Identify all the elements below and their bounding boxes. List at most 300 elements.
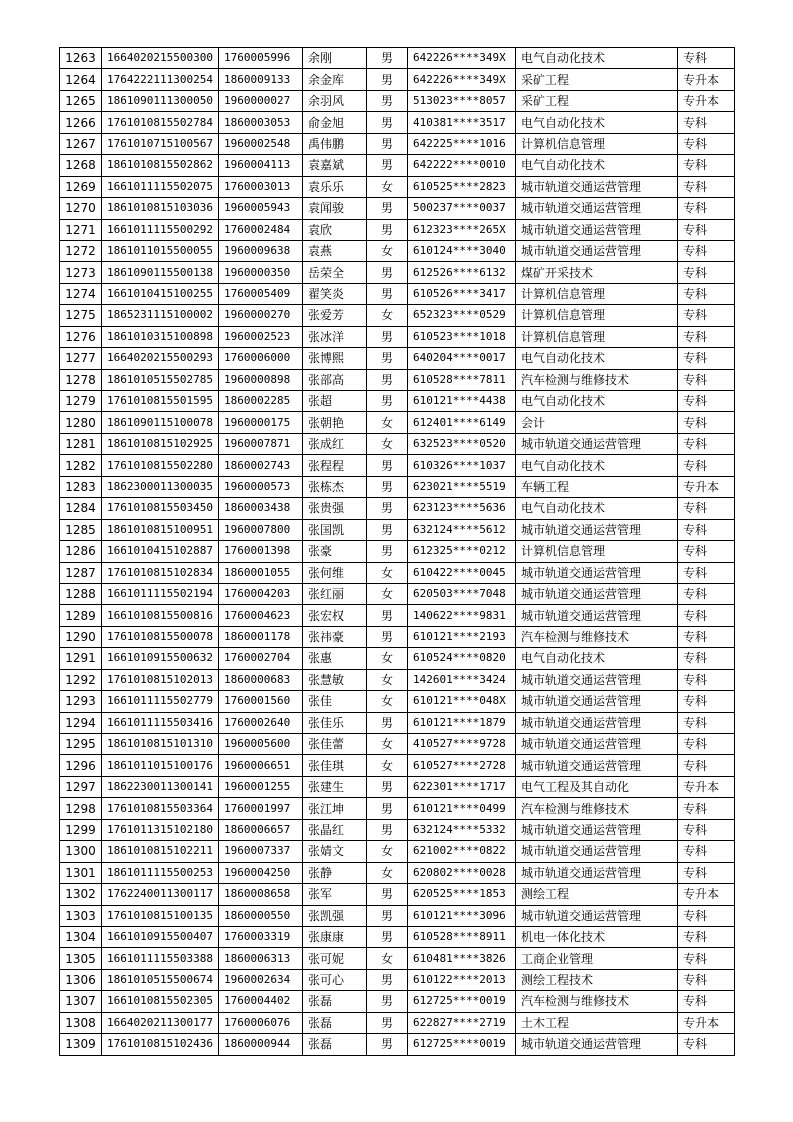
gender-cell: 男 [367,476,408,497]
student-id-cell: 1960004113 [219,155,303,176]
exam-number-cell: 1661010415102887 [102,541,219,562]
row-number-cell: 1282 [60,455,102,476]
level-cell: 专科 [678,391,735,412]
id-number-cell: 612323****265X [408,219,516,240]
gender-cell: 女 [367,841,408,862]
row-number-cell: 1291 [60,648,102,669]
gender-cell: 男 [367,969,408,990]
id-number-cell: 500237****0037 [408,198,516,219]
table-row [60,326,735,347]
student-name-cell: 张可心 [303,969,367,990]
exam-number-cell: 1661010915500407 [102,926,219,947]
student-id-cell: 1960002634 [219,969,303,990]
major-cell: 煤矿开采技术 [516,262,678,283]
row-number-cell: 1301 [60,862,102,883]
student-name-cell: 张宏权 [303,605,367,626]
gender-cell: 男 [367,455,408,476]
exam-number-cell: 1661011115502194 [102,583,219,604]
major-cell: 城市轨道交通运营管理 [516,433,678,454]
student-name-cell: 禹伟鹏 [303,133,367,154]
level-cell: 专科 [678,519,735,540]
major-cell: 电气自动化技术 [516,648,678,669]
id-number-cell: 621002****0822 [408,841,516,862]
table-row [60,176,735,197]
student-name-cell: 张冰洋 [303,326,367,347]
id-number-cell: 632523****0520 [408,433,516,454]
level-cell: 专科 [678,133,735,154]
exam-number-cell: 1861010515500674 [102,969,219,990]
student-id-cell: 1760001997 [219,798,303,819]
major-cell: 城市轨道交通运营管理 [516,605,678,626]
student-name-cell: 余刚 [303,48,367,69]
gender-cell: 女 [367,176,408,197]
row-number-cell: 1287 [60,562,102,583]
id-number-cell: 610121****0499 [408,798,516,819]
level-cell: 专科 [678,691,735,712]
major-cell: 土木工程 [516,1012,678,1033]
id-number-cell: 610481****3826 [408,948,516,969]
level-cell: 专科 [678,734,735,755]
exam-number-cell: 1861090115500138 [102,262,219,283]
id-number-cell: 612325****0212 [408,541,516,562]
row-number-cell: 1273 [60,262,102,283]
id-number-cell: 612526****6132 [408,262,516,283]
exam-number-cell: 1861011015500055 [102,240,219,261]
student-name-cell: 张磊 [303,1034,367,1055]
id-number-cell: 610528****7811 [408,369,516,390]
table-row [60,391,735,412]
student-id-cell: 1760004623 [219,605,303,626]
exam-number-cell: 1861010815101310 [102,734,219,755]
student-name-cell: 俞金旭 [303,112,367,133]
student-name-cell: 张建生 [303,776,367,797]
table-row [60,734,735,755]
table-row [60,476,735,497]
id-number-cell: 612725****0019 [408,1034,516,1055]
level-cell: 专科 [678,626,735,647]
student-id-cell: 1760005996 [219,48,303,69]
student-name-cell: 张佳乐 [303,712,367,733]
gender-cell: 男 [367,369,408,390]
student-name-cell: 张博熙 [303,348,367,369]
exam-number-cell: 1861010815502862 [102,155,219,176]
id-number-cell: 642225****1016 [408,133,516,154]
major-cell: 工商企业管理 [516,948,678,969]
exam-number-cell: 1664020215500293 [102,348,219,369]
major-cell: 采矿工程 [516,69,678,90]
gender-cell: 男 [367,326,408,347]
student-id-cell: 1960002548 [219,133,303,154]
row-number-cell: 1269 [60,176,102,197]
major-cell: 城市轨道交通运营管理 [516,841,678,862]
major-cell: 计算机信息管理 [516,133,678,154]
student-id-cell: 1760003319 [219,926,303,947]
table-row [60,862,735,883]
student-id-cell: 1760006076 [219,1012,303,1033]
level-cell: 专科 [678,755,735,776]
id-number-cell: 612725****0019 [408,991,516,1012]
student-id-cell: 1960005600 [219,734,303,755]
student-name-cell: 张佳琪 [303,755,367,776]
gender-cell: 女 [367,755,408,776]
major-cell: 汽车检测与维修技术 [516,798,678,819]
student-id-cell: 1960000350 [219,262,303,283]
id-number-cell: 610524****0820 [408,648,516,669]
gender-cell: 男 [367,262,408,283]
row-number-cell: 1278 [60,369,102,390]
exam-number-cell: 1761010815503450 [102,498,219,519]
id-number-cell: 610422****0045 [408,562,516,583]
gender-cell: 女 [367,305,408,326]
student-name-cell: 翟笑炎 [303,283,367,304]
row-number-cell: 1277 [60,348,102,369]
student-id-cell: 1860003438 [219,498,303,519]
level-cell: 专科 [678,905,735,926]
gender-cell: 女 [367,691,408,712]
level-cell: 专科 [678,605,735,626]
level-cell: 专科 [678,326,735,347]
level-cell: 专科 [678,412,735,433]
student-id-cell: 1860008658 [219,884,303,905]
student-id-cell: 1960002523 [219,326,303,347]
gender-cell: 男 [367,884,408,905]
gender-cell: 男 [367,819,408,840]
major-cell: 电气工程及其自动化 [516,776,678,797]
row-number-cell: 1270 [60,198,102,219]
row-number-cell: 1283 [60,476,102,497]
id-number-cell: 620802****0028 [408,862,516,883]
gender-cell: 男 [367,133,408,154]
id-number-cell: 623123****5636 [408,498,516,519]
table-row [60,776,735,797]
id-number-cell: 652323****0529 [408,305,516,326]
gender-cell: 男 [367,541,408,562]
gender-cell: 女 [367,433,408,454]
student-name-cell: 张爱芳 [303,305,367,326]
major-cell: 车辆工程 [516,476,678,497]
id-number-cell: 610526****3417 [408,283,516,304]
student-name-cell: 张国凯 [303,519,367,540]
table-row [60,648,735,669]
gender-cell: 女 [367,240,408,261]
level-cell: 专科 [678,112,735,133]
exam-number-cell: 1661010415100255 [102,283,219,304]
student-name-cell: 张惠 [303,648,367,669]
row-number-cell: 1268 [60,155,102,176]
level-cell: 专科 [678,862,735,883]
table-row [60,884,735,905]
major-cell: 城市轨道交通运营管理 [516,819,678,840]
id-number-cell: 410527****9728 [408,734,516,755]
major-cell: 电气自动化技术 [516,391,678,412]
exam-number-cell: 1861011115500253 [102,862,219,883]
major-cell: 电气自动化技术 [516,155,678,176]
major-cell: 电气自动化技术 [516,455,678,476]
student-id-cell: 1760003013 [219,176,303,197]
level-cell: 专升本 [678,69,735,90]
student-id-cell: 1960005943 [219,198,303,219]
level-cell: 专科 [678,455,735,476]
major-cell: 机电一体化技术 [516,926,678,947]
major-cell: 城市轨道交通运营管理 [516,691,678,712]
gender-cell: 女 [367,412,408,433]
student-name-cell: 张部高 [303,369,367,390]
level-cell: 专科 [678,541,735,562]
major-cell: 城市轨道交通运营管理 [516,219,678,240]
id-number-cell: 632124****5612 [408,519,516,540]
exam-number-cell: 1761010815102834 [102,562,219,583]
student-name-cell: 袁燕 [303,240,367,261]
student-id-cell: 1860001178 [219,626,303,647]
major-cell: 城市轨道交通运营管理 [516,755,678,776]
gender-cell: 女 [367,648,408,669]
student-name-cell: 张凯强 [303,905,367,926]
id-number-cell: 610121****4438 [408,391,516,412]
major-cell: 汽车检测与维修技术 [516,626,678,647]
exam-number-cell: 1661010815500816 [102,605,219,626]
table-row [60,1012,735,1033]
table-row [60,541,735,562]
level-cell: 专升本 [678,776,735,797]
table-row [60,991,735,1012]
id-number-cell: 623021****5519 [408,476,516,497]
level-cell: 专升本 [678,476,735,497]
table-row [60,48,735,69]
table-row [60,433,735,454]
row-number-cell: 1285 [60,519,102,540]
major-cell: 电气自动化技术 [516,112,678,133]
level-cell: 专科 [678,583,735,604]
row-number-cell: 1304 [60,926,102,947]
row-number-cell: 1265 [60,90,102,111]
exam-number-cell: 1664020211300177 [102,1012,219,1033]
id-number-cell: 610121****3096 [408,905,516,926]
major-cell: 城市轨道交通运营管理 [516,519,678,540]
student-id-cell: 1960001255 [219,776,303,797]
student-id-cell: 1960000573 [219,476,303,497]
student-id-cell: 1960007337 [219,841,303,862]
exam-number-cell: 1861010315100898 [102,326,219,347]
row-number-cell: 1272 [60,240,102,261]
major-cell: 城市轨道交通运营管理 [516,669,678,690]
student-id-cell: 1860006657 [219,819,303,840]
table-row [60,583,735,604]
table-row [60,305,735,326]
gender-cell: 男 [367,498,408,519]
major-cell: 采矿工程 [516,90,678,111]
level-cell: 专科 [678,969,735,990]
level-cell: 专科 [678,712,735,733]
id-number-cell: 620503****7048 [408,583,516,604]
gender-cell: 男 [367,112,408,133]
gender-cell: 男 [367,1034,408,1055]
exam-number-cell: 1861010815102211 [102,841,219,862]
student-name-cell: 张军 [303,884,367,905]
gender-cell: 女 [367,948,408,969]
student-id-cell: 1860001055 [219,562,303,583]
row-number-cell: 1276 [60,326,102,347]
student-id-cell: 1860002285 [219,391,303,412]
level-cell: 专科 [678,648,735,669]
row-number-cell: 1292 [60,669,102,690]
table-row [60,283,735,304]
student-id-cell: 1760002484 [219,219,303,240]
student-name-cell: 袁闻骏 [303,198,367,219]
id-number-cell: 610527****2728 [408,755,516,776]
row-number-cell: 1290 [60,626,102,647]
table-row [60,412,735,433]
major-cell: 城市轨道交通运营管理 [516,240,678,261]
row-number-cell: 1267 [60,133,102,154]
student-id-cell: 1860000944 [219,1034,303,1055]
student-name-cell: 袁欣 [303,219,367,240]
table-row [60,605,735,626]
table-row [60,926,735,947]
major-cell: 计算机信息管理 [516,305,678,326]
row-number-cell: 1297 [60,776,102,797]
student-id-cell: 1960006651 [219,755,303,776]
table-row [60,219,735,240]
major-cell: 电气自动化技术 [516,348,678,369]
id-number-cell: 610523****1018 [408,326,516,347]
row-number-cell: 1271 [60,219,102,240]
roster-body [60,48,735,1056]
level-cell: 专科 [678,1034,735,1055]
table-row [60,69,735,90]
exam-number-cell: 1861011015100176 [102,755,219,776]
major-cell: 城市轨道交通运营管理 [516,176,678,197]
level-cell: 专科 [678,219,735,240]
major-cell: 城市轨道交通运营管理 [516,583,678,604]
table-row [60,948,735,969]
gender-cell: 男 [367,905,408,926]
exam-number-cell: 1865231115100002 [102,305,219,326]
student-name-cell: 张豪 [303,541,367,562]
row-number-cell: 1295 [60,734,102,755]
student-name-cell: 张成红 [303,433,367,454]
level-cell: 专科 [678,305,735,326]
student-name-cell: 张康康 [303,926,367,947]
id-number-cell: 513023****8057 [408,90,516,111]
student-id-cell: 1860006313 [219,948,303,969]
student-name-cell: 袁嘉斌 [303,155,367,176]
id-number-cell: 610122****2013 [408,969,516,990]
table-row [60,905,735,926]
student-name-cell: 张祎豪 [303,626,367,647]
table-row [60,691,735,712]
id-number-cell: 642222****0010 [408,155,516,176]
id-number-cell: 622301****1717 [408,776,516,797]
exam-number-cell: 1862300011300035 [102,476,219,497]
gender-cell: 女 [367,562,408,583]
row-number-cell: 1296 [60,755,102,776]
student-name-cell: 张贵强 [303,498,367,519]
row-number-cell: 1266 [60,112,102,133]
table-row [60,712,735,733]
gender-cell: 男 [367,198,408,219]
major-cell: 会计 [516,412,678,433]
student-id-cell: 1960007800 [219,519,303,540]
student-id-cell: 1860002743 [219,455,303,476]
table-row [60,455,735,476]
exam-number-cell: 1761010815503364 [102,798,219,819]
level-cell: 专科 [678,240,735,261]
row-number-cell: 1294 [60,712,102,733]
student-id-cell: 1860000550 [219,905,303,926]
student-id-cell: 1760002704 [219,648,303,669]
exam-number-cell: 1861090111300050 [102,90,219,111]
id-number-cell: 610121****048X [408,691,516,712]
level-cell: 专科 [678,562,735,583]
major-cell: 汽车检测与维修技术 [516,991,678,1012]
exam-number-cell: 1761010815100135 [102,905,219,926]
student-id-cell: 1760004203 [219,583,303,604]
row-number-cell: 1284 [60,498,102,519]
major-cell: 电气自动化技术 [516,498,678,519]
table-row [60,240,735,261]
row-number-cell: 1305 [60,948,102,969]
id-number-cell: 610121****2193 [408,626,516,647]
major-cell: 城市轨道交通运营管理 [516,1034,678,1055]
table-row [60,348,735,369]
exam-number-cell: 1661011115502779 [102,691,219,712]
row-number-cell: 1298 [60,798,102,819]
table-row [60,969,735,990]
student-name-cell: 余羽风 [303,90,367,111]
exam-number-cell: 1761010815501595 [102,391,219,412]
level-cell: 专科 [678,433,735,454]
student-name-cell: 张栋杰 [303,476,367,497]
major-cell: 城市轨道交通运营管理 [516,198,678,219]
major-cell: 电气自动化技术 [516,48,678,69]
gender-cell: 男 [367,69,408,90]
student-id-cell: 1860003053 [219,112,303,133]
row-number-cell: 1286 [60,541,102,562]
level-cell: 专科 [678,798,735,819]
student-name-cell: 张江坤 [303,798,367,819]
level-cell: 专科 [678,669,735,690]
student-roster-table [59,47,735,1056]
table-row [60,562,735,583]
row-number-cell: 1302 [60,884,102,905]
id-number-cell: 622827****2719 [408,1012,516,1033]
table-row [60,90,735,111]
exam-number-cell: 1664020215500300 [102,48,219,69]
row-number-cell: 1289 [60,605,102,626]
gender-cell: 男 [367,926,408,947]
major-cell: 城市轨道交通运营管理 [516,905,678,926]
id-number-cell: 642226****349X [408,69,516,90]
exam-number-cell: 1762240011300117 [102,884,219,905]
exam-number-cell: 1661011115500292 [102,219,219,240]
exam-number-cell: 1761010815102013 [102,669,219,690]
id-number-cell: 632124****5332 [408,819,516,840]
student-name-cell: 张何维 [303,562,367,583]
level-cell: 专升本 [678,90,735,111]
table-row [60,519,735,540]
exam-number-cell: 1861010815100951 [102,519,219,540]
exam-number-cell: 1661011115503388 [102,948,219,969]
gender-cell: 男 [367,991,408,1012]
student-name-cell: 张磊 [303,1012,367,1033]
major-cell: 城市轨道交通运营管理 [516,734,678,755]
student-id-cell: 1760001398 [219,541,303,562]
student-id-cell: 1960000270 [219,305,303,326]
student-id-cell: 1960000898 [219,369,303,390]
row-number-cell: 1300 [60,841,102,862]
gender-cell: 女 [367,583,408,604]
exam-number-cell: 1661011115502075 [102,176,219,197]
